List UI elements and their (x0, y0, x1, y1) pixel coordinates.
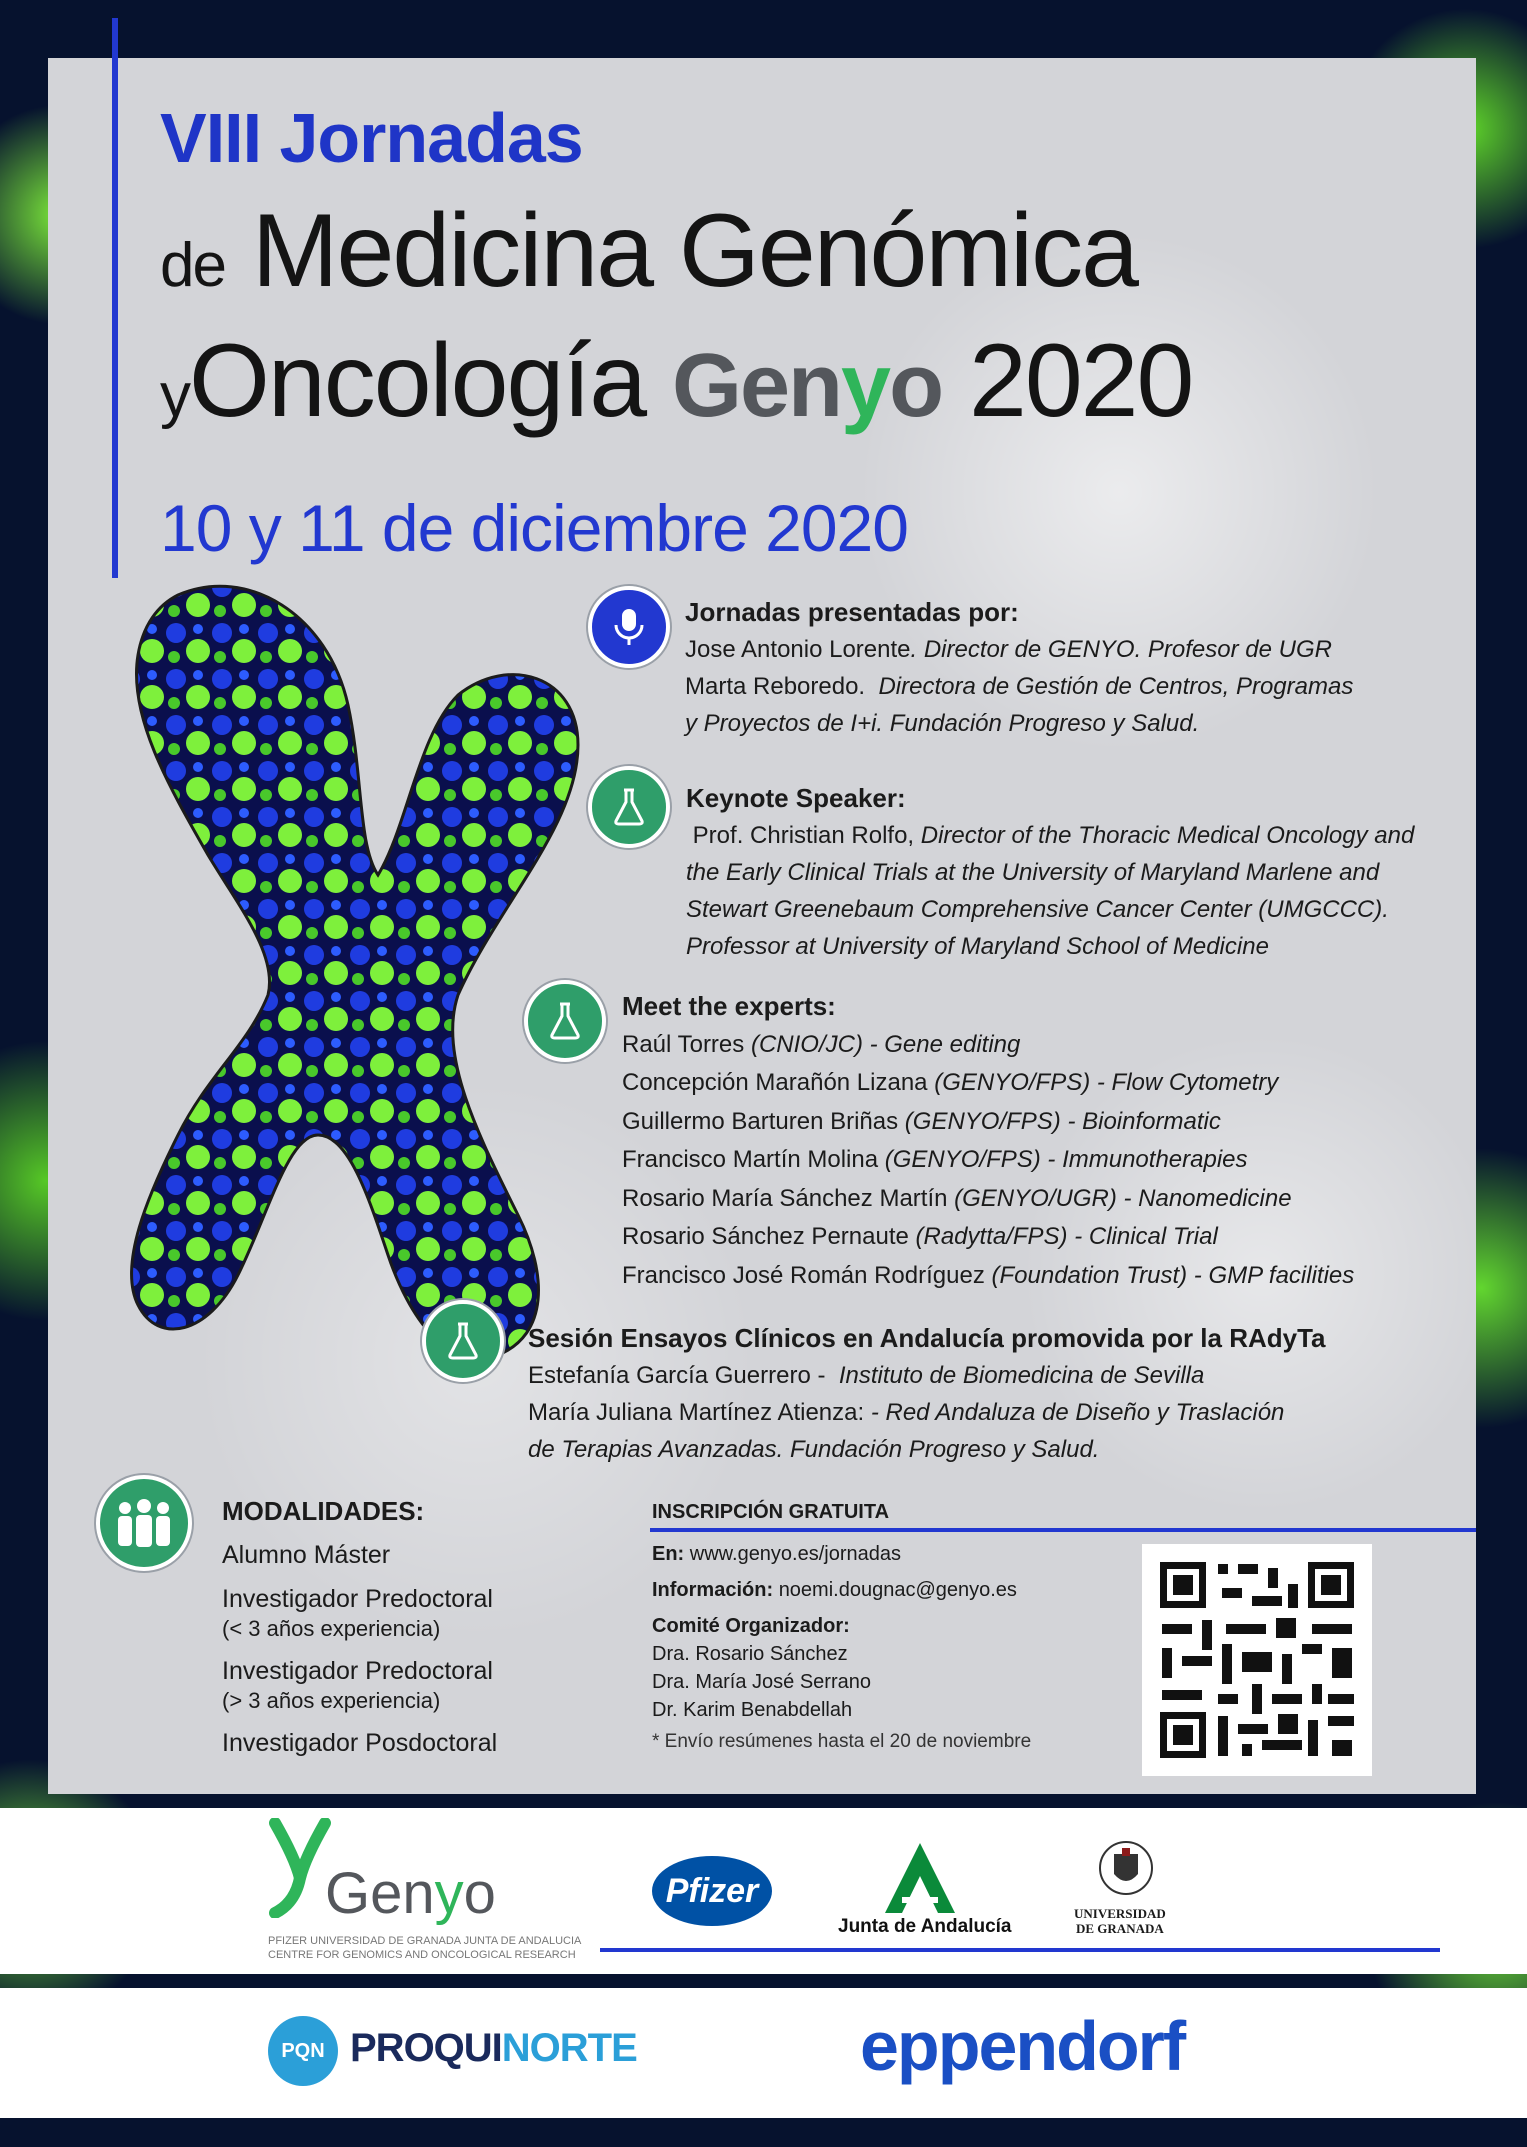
inscripcion-section: En: www.genyo.es/jornadas Información: noemi.dougnac@genyo.es Comité Organizador: Dra. Rosario Sánchez Dra. María José Serrano Dr. Karim Benabdellah * Envío resúmenes hasta el 20 de noviembre (652, 1543, 1032, 1752)
contact-email[interactable]: noemi.dougnac@genyo.es (778, 1579, 1017, 1601)
experts-section: Meet the experts: Raúl Torres (CNIO/JC) - Gene editing Concepción Marañón Lizana (GENYO/FPS) - Flow Cytometry Guillermo Barturen Briñas (GENYO/FPS) - Bioinformatic Francisco Martín Molina (GENYO/FPS) - Immunotherapies Rosario María Sánchez Martín (GENYO/UGR) - Nanomedicine Rosario Sánchez Pernaute (Radytta/FPS) - Clinical Trial Francisco José Román Rodríguez (Foundation Trust) - GMP facilities (622, 987, 1442, 1295)
presentadas-section: Jornadas presentadas por: Jose Antonio Lorente. Director de GENYO. Profesor de UGR Marta Reboredo. Directora de Gestión de Centros, Programas y Proyectos de I+i. Fundación Progreso y Salud. (685, 597, 1354, 737)
microphone-icon (588, 586, 670, 668)
people-icon (96, 1475, 192, 1571)
qr-code[interactable] (1142, 1544, 1372, 1776)
ugr-shield-icon (1098, 1840, 1154, 1907)
flask-icon (524, 980, 606, 1062)
ugr-logo: UNIVERSIDAD DE GRANADA (1074, 1906, 1166, 1936)
inscripcion-divider (650, 1528, 1476, 1532)
sponsor-band-2 (0, 1988, 1527, 2118)
expert-item: Rosario María Sánchez Martín (GENYO/UGR) - Nanomedicine (622, 1184, 1292, 1212)
title-line-3: yOncología Genyo 2020 (160, 323, 1193, 439)
proquinorte-logo: PQN (268, 2016, 338, 2086)
flask-icon (588, 766, 670, 848)
flask-icon (422, 1300, 504, 1382)
expert-item: Rosario Sánchez Pernaute (Radytta/FPS) - Clinical Trial (622, 1223, 1218, 1250)
genyo-wordmark: Genyo (672, 336, 943, 436)
keynote-section: Keynote Speaker: Prof. Christian Rolfo, Director of the Thoracic Medical Oncology and the Early Clinical Trials at the University of Maryland Marlene and Stewart Greenebaum Comprehensive Cancer Center (UMGCCC). Professor at University of Maryland School of Medicine (686, 783, 1415, 960)
inscripcion-heading: INSCRIPCIÓN GRATUITA (652, 1501, 890, 1523)
registration-link[interactable]: www.genyo.es/jornadas (689, 1543, 902, 1565)
title-line-2: de Medicina Genómica (160, 193, 1137, 309)
expert-item: Francisco José Román Rodríguez (Foundation Trust) - GMP facilities (622, 1261, 1355, 1289)
expert-item: Concepción Marañón Lizana (GENYO/FPS) - Flow Cytometry (622, 1069, 1279, 1096)
expert-item: Francisco Martín Molina (GENYO/FPS) - Immunotherapies (622, 1146, 1248, 1173)
expert-item: Raúl Torres (CNIO/JC) - Gene editing (622, 1030, 1021, 1058)
eppendorf-logo: eppendorf (860, 2007, 1185, 2085)
junta-andalucia-logo (880, 1838, 960, 1923)
title-accent-line (112, 18, 118, 578)
chromosome-illustration (118, 575, 638, 1365)
pfizer-logo: Pfizer (652, 1856, 772, 1926)
sponsor-divider (600, 1948, 1440, 1952)
sesion-section: Sesión Ensayos Clínicos en Andalucía promovida por la RAdyTa Estefanía García Guerrero - Instituto de Biomedicina de Sevilla María Juliana Martínez Atienza: - Red Andaluza de Diseño y Traslación de Terapias Avanzadas. Fundación Progreso y Salud. (528, 1323, 1326, 1463)
title-line-1: VIII Jornadas (160, 99, 583, 177)
expert-item: Guillermo Barturen Briñas (GENYO/FPS) - Bioinformatic (622, 1107, 1221, 1135)
event-date: 10 y 11 de diciembre 2020 (160, 491, 908, 565)
modalidades-section: MODALIDADES: Alumno Máster Investigador Predoctoral (< 3 años experiencia) Investigador Predoctoral (> 3 años experiencia) Investigador Posdoctoral (222, 1496, 498, 1757)
